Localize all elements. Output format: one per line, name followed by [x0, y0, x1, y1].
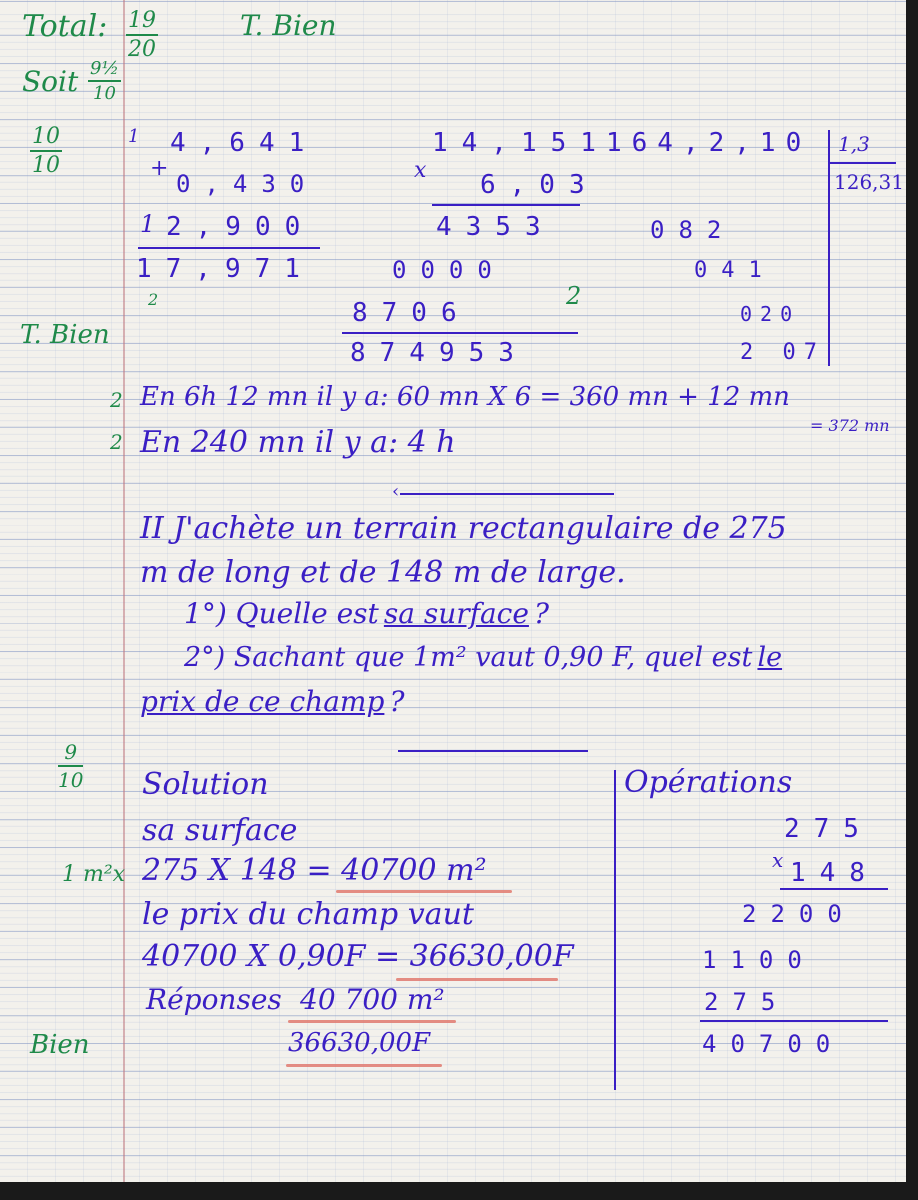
ops-rule-1 — [780, 888, 888, 890]
operations-title: Opérations — [624, 765, 793, 800]
answers-label: Réponses — [146, 983, 282, 1016]
ops-rule-2 — [700, 1020, 888, 1022]
division-dividend: 164,2,10 — [606, 128, 812, 158]
division-divisor: 1,3 — [838, 132, 870, 156]
total-numerator: 19 — [126, 8, 158, 36]
solution-title: Solution — [142, 767, 269, 802]
ops-partial-3: 275 — [704, 988, 790, 1016]
addition-row-1: 4,641 — [170, 128, 319, 158]
time-line-1-continued: = 372 mn — [810, 416, 890, 435]
question-1-prefix: 1°) Quelle est — [184, 597, 379, 630]
answer-2: 36630,00F — [288, 1028, 431, 1058]
ops-top: 275 — [784, 814, 873, 844]
ops-result: 40700 — [702, 1030, 845, 1058]
separator-arrow — [400, 493, 614, 495]
question-2-prefix: 2°) Sachant que 1m² vaut 0,90 F, quel est — [184, 642, 753, 673]
ops-multiplier: 148 — [790, 858, 879, 888]
addition-plus: + — [150, 156, 169, 181]
addition-row-2: 0,430 — [176, 170, 319, 198]
line-grade-2: 2 — [110, 430, 123, 454]
time-line-2: En 240 mn il y a: 4 h — [140, 425, 456, 460]
grade2-numerator: 9 — [58, 740, 83, 767]
division-remainder-3: 020 — [740, 302, 801, 326]
question-2 — [184, 644, 782, 671]
division-quotient: 126,31 — [834, 170, 904, 194]
soit-label: Soit — [22, 65, 79, 98]
question-1-suffix: ? — [534, 597, 550, 630]
mult-result: 874953 — [350, 338, 528, 368]
question-1 — [184, 597, 550, 630]
division-rule — [830, 162, 896, 164]
question-2-underlined-2: prix de ce champ — [140, 685, 385, 718]
soit-fraction — [88, 58, 121, 104]
answer1-red-underline — [288, 1020, 456, 1023]
ops-partial-2: 1100 — [702, 946, 816, 974]
question-2-line-2 — [140, 685, 405, 718]
question-1-underlined: sa surface — [383, 597, 529, 630]
small-two-mid: 2 — [566, 282, 582, 310]
line-grade-1: 2 — [110, 388, 123, 412]
problem-line-2: m de long et de 148 m de large. — [140, 555, 626, 590]
operations-divider — [614, 770, 616, 1090]
ops-x: x — [772, 848, 784, 872]
grade2-denominator: 10 — [58, 768, 84, 792]
question-2-suffix: ? — [389, 685, 405, 718]
addition-result: 17,971 — [136, 254, 314, 284]
surface-calc: 275 X 148 = 40700 m² — [142, 853, 487, 888]
tres-bien-left: T. Bien — [20, 320, 110, 350]
addition-row-3: 2,900 — [166, 212, 315, 242]
addition-carry: 1 — [128, 126, 140, 147]
grade-fraction-2 — [58, 740, 83, 792]
price-red-underline — [396, 978, 558, 981]
answer-1: 40 700 m² — [300, 983, 445, 1016]
division-vertical-bar — [828, 130, 830, 366]
mult-partial-1: 4353 — [436, 212, 555, 242]
margin-unit: 1 m²x — [62, 862, 126, 887]
question-2-underlined: le — [757, 642, 783, 673]
small-two-left: 2 — [148, 290, 159, 309]
soit-numerator: 9½ — [88, 58, 121, 82]
surface-label: sa surface — [142, 813, 298, 848]
price-label: le prix du champ vaut — [142, 897, 474, 932]
mult-x: x — [414, 158, 427, 183]
total-label: Total: — [22, 9, 108, 44]
grade1-denominator: 10 — [32, 153, 60, 178]
total-denominator: 20 — [128, 37, 156, 62]
total-fraction — [126, 8, 158, 62]
addition-row3-carry: 1 — [140, 210, 156, 238]
grade-fraction-1 — [30, 124, 62, 178]
time-line-1: En 6h 12 mn il y a: 60 mn X 6 = 360 mn + 12 mn — [140, 382, 790, 412]
mult-rule-1 — [432, 204, 580, 206]
margin-line — [123, 0, 125, 1182]
tres-bien-top: T. Bien — [240, 9, 337, 42]
mult-partial-2: 0000 — [392, 256, 506, 284]
separator-rule — [398, 750, 588, 752]
arrow-head-icon: ‹ — [392, 481, 400, 502]
surface-red-underline — [336, 890, 512, 893]
addition-rule — [138, 247, 320, 249]
problem-line-1: II J'achète un terrain rectangulaire de 275 — [140, 511, 787, 546]
mult-rule-2 — [342, 332, 578, 334]
division-remainder-4: 2 07 — [740, 340, 825, 365]
division-remainder-2: 041 — [694, 258, 776, 283]
grade1-numerator: 10 — [30, 124, 62, 152]
bien-mark: Bien — [30, 1030, 90, 1060]
mult-top: 14,151 — [432, 128, 610, 158]
mult-partial-3: 8706 — [352, 298, 471, 328]
mult-multiplier: 6,03 — [480, 170, 599, 200]
division-remainder-1: 082 — [650, 216, 736, 244]
soit-denominator: 10 — [93, 83, 116, 104]
answer2-red-underline — [286, 1064, 442, 1067]
price-calc: 40700 X 0,90F = 36630,00F — [142, 939, 574, 974]
ops-partial-1: 2200 — [742, 900, 856, 928]
